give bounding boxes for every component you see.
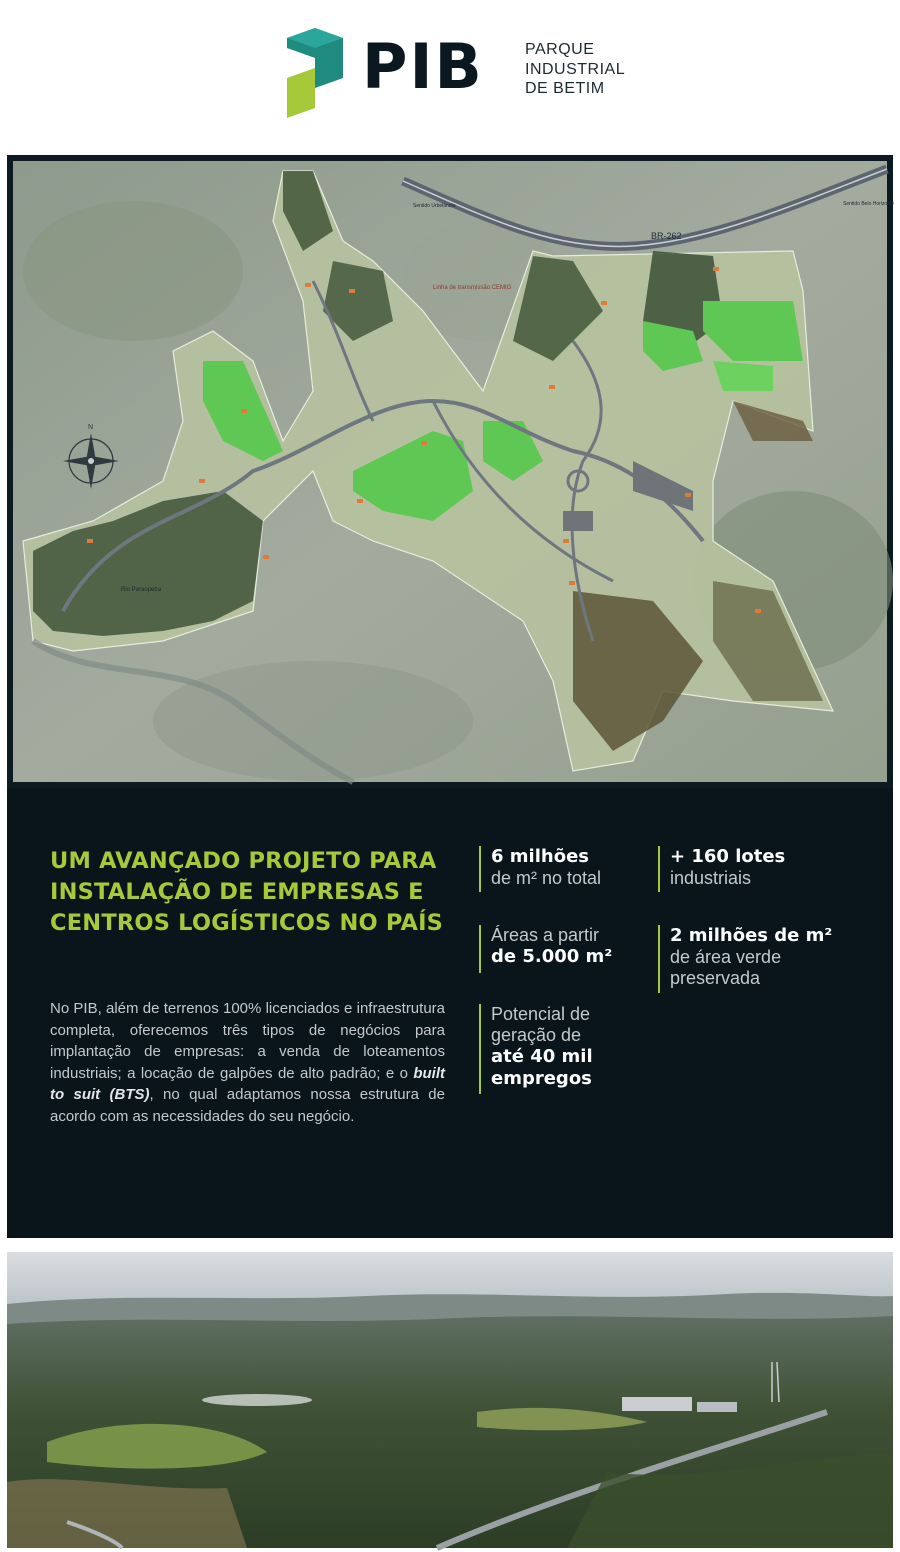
stat-lots: + 160 lotes industriais — [658, 846, 785, 892]
brand-name: PIB — [362, 30, 484, 103]
site-plan-illustration — [13, 161, 895, 782]
stat-min-area: Áreas a partir de 5.000 m² — [479, 925, 612, 973]
pib-logo-icon — [287, 28, 343, 118]
aerial-photo — [7, 1252, 893, 1548]
header — [7, 0, 893, 155]
headline: UM AVANÇADO PROJETO PARA INSTALAÇÃO DE EMPRESAS E CENTROS LOGÍSTICOS NO PAÍS — [50, 848, 444, 936]
brand-subtitle: PARQUE INDUSTRIAL DE BETIM — [525, 41, 626, 97]
body-paragraph: No PIB, além de terrenos 100% licenciados e infraestrutura completa, oferecemos três tipos de negócios para implantação de empresas: a venda de loteamentos industriais; a locação de galpões de alto padrão; e o built to suit (BTS), no qual adaptamos nossa estrutura de acordo com as necessidades do seu negócio. — [50, 1000, 445, 1125]
stat-total-area: 6 milhões de m² no total — [479, 846, 601, 892]
stat-green-area: 2 milhões de m² de área verde preservada — [658, 925, 832, 993]
line-label: Linha de transmissão CEMIG — [433, 285, 512, 291]
stat-jobs: Potencial de geração de até 40 mil empregos — [479, 1004, 593, 1094]
aerial-landscape-image — [7, 1252, 893, 1548]
info-panel — [7, 788, 893, 1238]
bts-emphasis: built to suit (BTS) — [50, 1064, 445, 1104]
direction-left-label: Sentido Urbelândia — [413, 203, 456, 209]
svg-text:N: N — [88, 424, 94, 431]
direction-right-label: Sentido Belo Horizonte — [843, 201, 895, 207]
river-label: Rio Paraopeba — [121, 587, 162, 593]
road-label: BR-262 — [651, 231, 682, 241]
site-map — [7, 155, 893, 788]
